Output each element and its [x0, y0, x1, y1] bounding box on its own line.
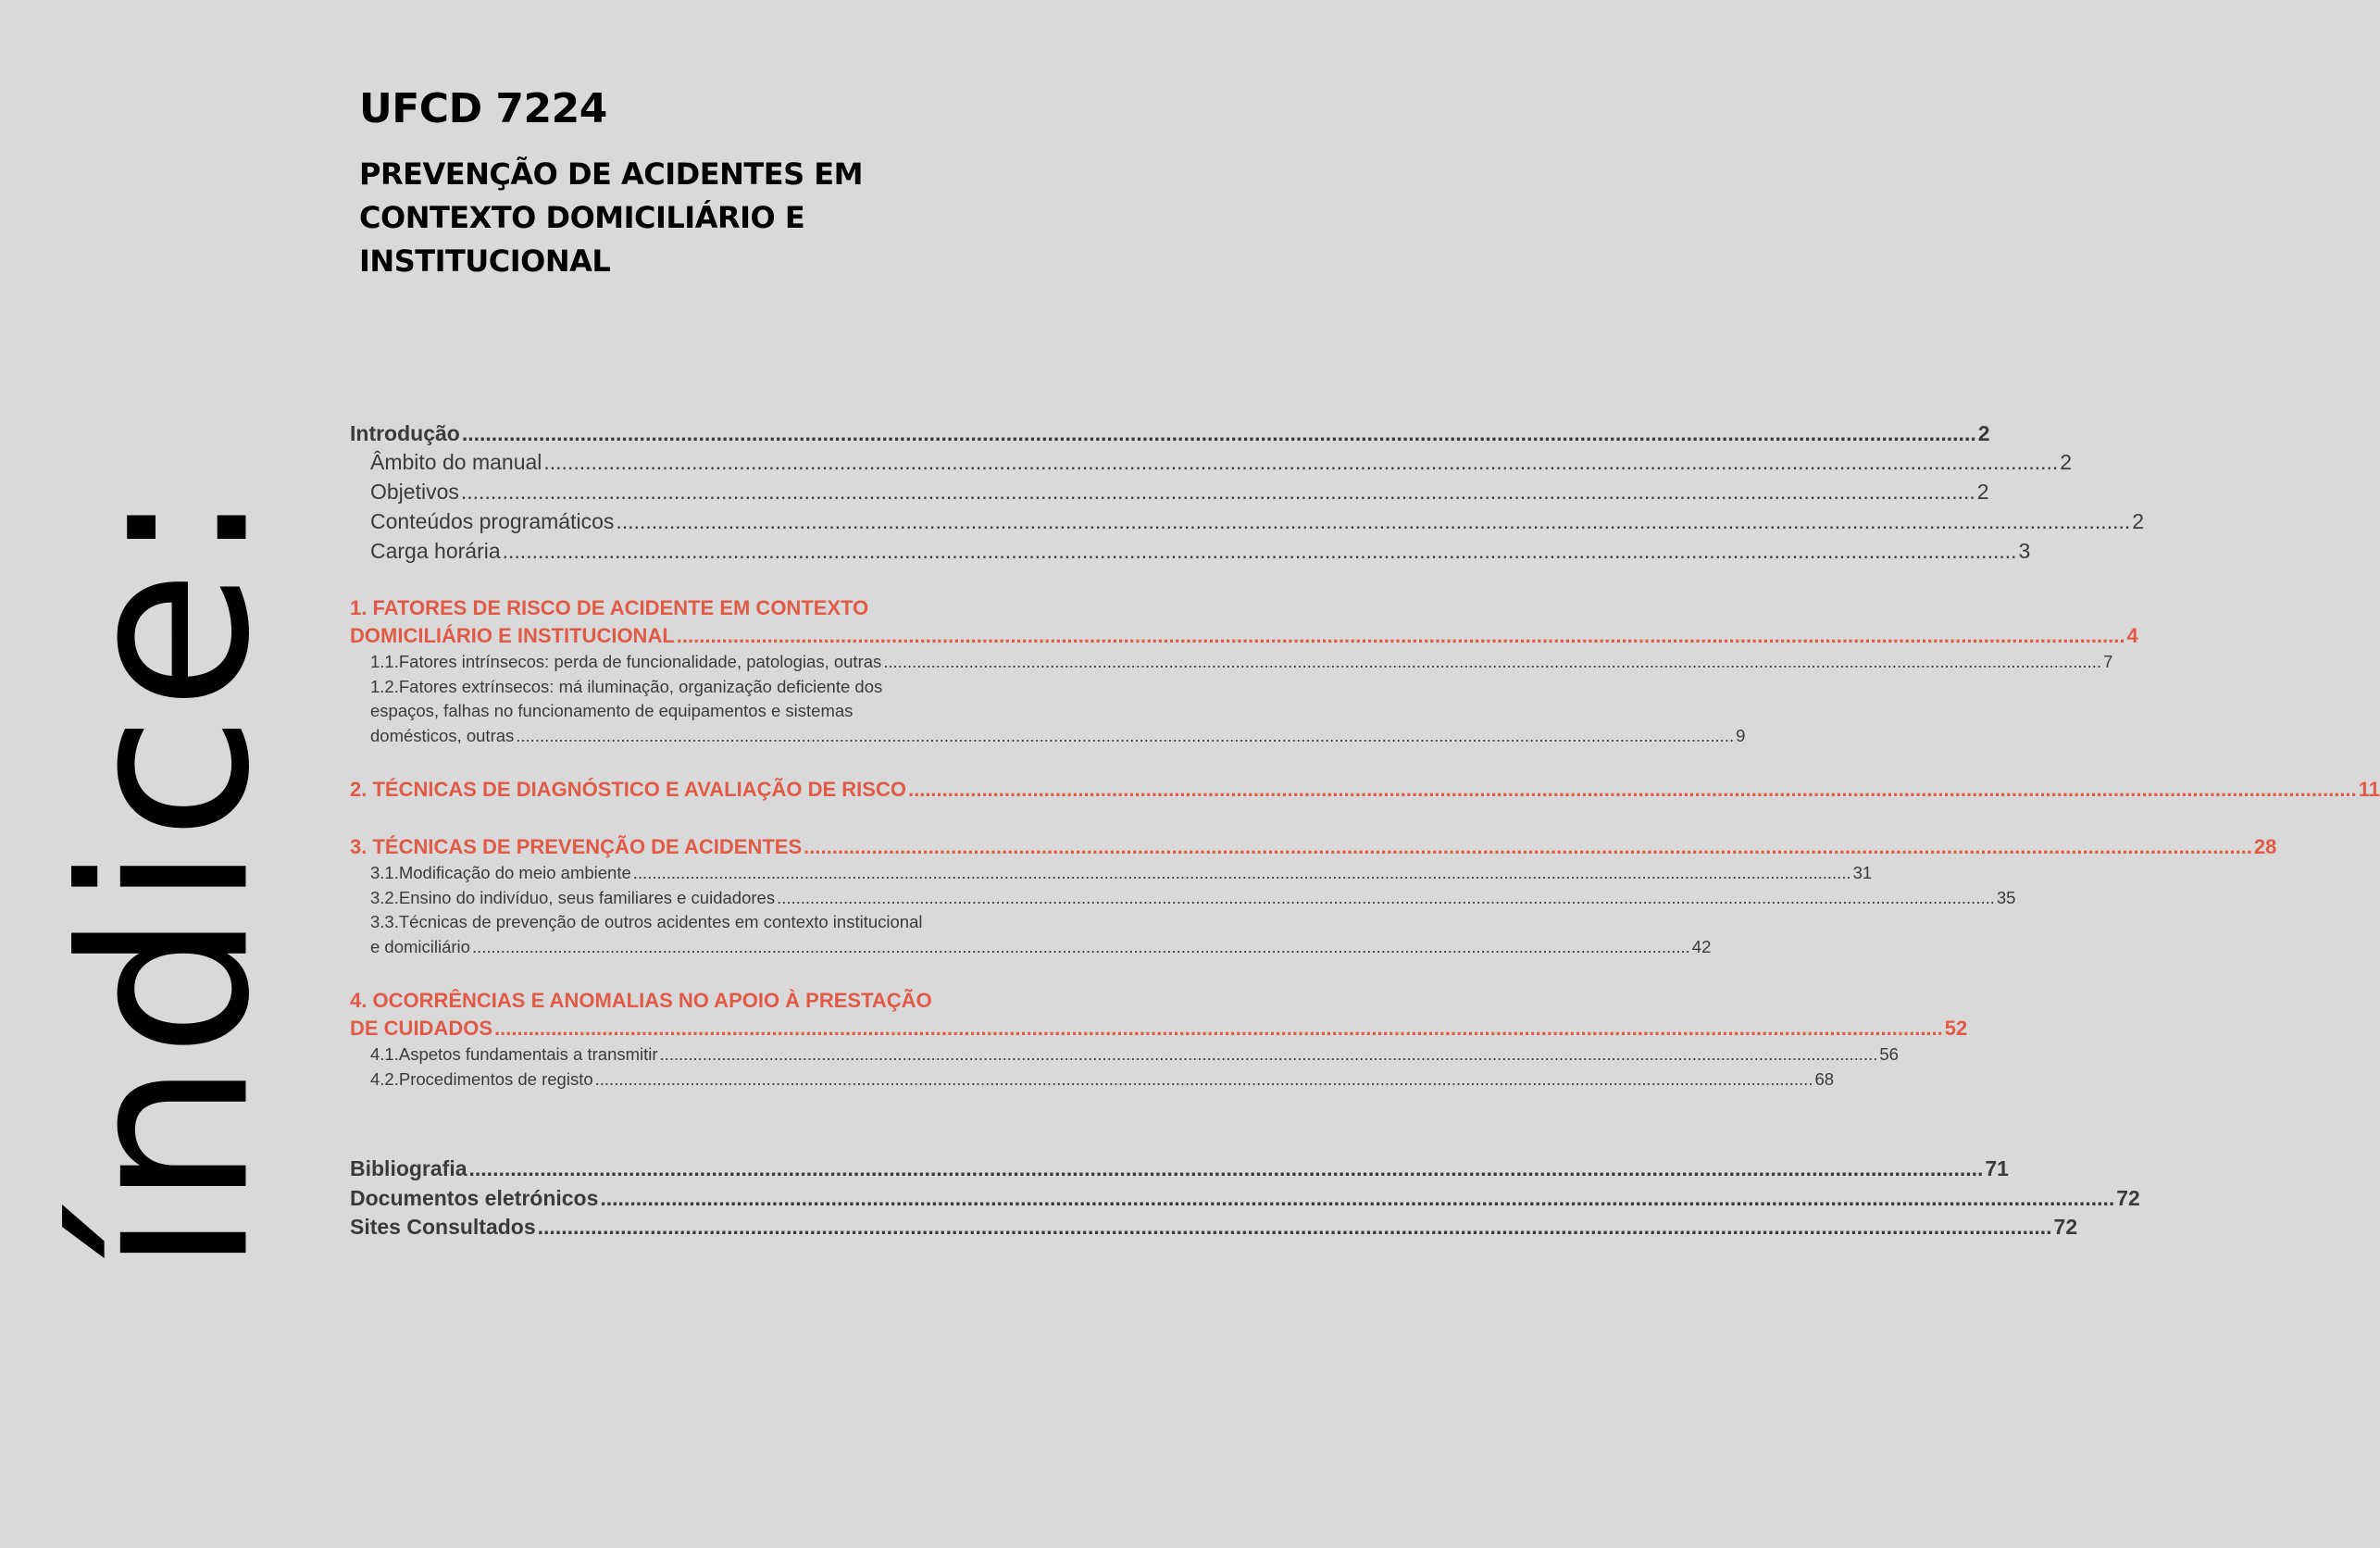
toc-entry-title-line: espaços, falhas no funcionamento de equipamentos e sistemas	[370, 701, 854, 720]
toc-entry-title: 3.1.Modificação do meio ambiente	[370, 863, 631, 882]
dot-leader	[538, 1215, 2052, 1240]
dot-leader	[908, 778, 2357, 802]
toc-entry-1-1[interactable]	[350, 652, 2113, 677]
dot-leader	[633, 863, 1851, 883]
toc-entry-title: 4.1.Aspetos fundamentais a transmitir	[370, 1044, 658, 1064]
toc-entry-objetivos[interactable]	[350, 480, 1989, 509]
toc-entry-page: 72	[2116, 1185, 2140, 1210]
toc-chapter-page: 4	[2126, 624, 2138, 647]
module-title-line: INSTITUCIONAL	[359, 243, 611, 279]
dot-leader	[503, 539, 2017, 564]
toc-chapter-title-line: 4. OCORRÊNCIAS E ANOMALIAS NO APOIO À PRESTAÇÃO	[350, 989, 932, 1012]
dot-leader	[469, 1156, 1984, 1181]
toc-entry-page: 31	[1852, 863, 1873, 882]
module-title-line: PREVENÇÃO DE ACIDENTES EM	[359, 156, 863, 192]
table-of-contents	[350, 421, 2380, 1244]
toc-entry-title-line: e domiciliário	[370, 936, 470, 956]
dot-leader	[543, 450, 2058, 475]
toc-entry-title-line: 3.3.Técnicas de prevenção de outros acidentes em contexto institucional	[370, 912, 923, 931]
dot-leader	[777, 888, 1995, 908]
toc-entry-page: 3	[2018, 539, 2031, 563]
toc-chapter-page: 11	[2358, 778, 2380, 801]
dot-leader	[660, 1044, 1878, 1065]
document-header	[359, 85, 1007, 283]
dot-leader	[595, 1069, 1813, 1090]
toc-entry-title-line: 1.2.Fatores extrínsecos: má iluminação, organização deficiente dos	[370, 676, 883, 696]
ufcd-code: UFCD 7224	[359, 85, 607, 132]
side-title-text: índice:	[33, 484, 301, 1275]
toc-entry-page: 2	[1977, 421, 1990, 445]
toc-chapter-page: 28	[2253, 835, 2277, 858]
dot-leader	[461, 480, 1975, 505]
toc-entry-title: Objetivos	[370, 480, 459, 504]
dot-leader	[616, 509, 2130, 534]
toc-entry-title: Carga horária	[370, 539, 501, 563]
toc-entry-page: 2	[2132, 509, 2145, 533]
dot-leader	[462, 421, 1976, 446]
toc-entry-page: 71	[1985, 1156, 2009, 1180]
toc-entry-documentos-eletronicos[interactable]	[350, 1185, 2140, 1216]
module-title-line: CONTEXTO DOMICILIÁRIO E	[359, 200, 805, 235]
dot-leader	[804, 835, 2252, 859]
toc-entry-carga-horaria[interactable]	[350, 539, 2031, 568]
module-title	[359, 153, 1007, 283]
toc-entry-page: 9	[1736, 725, 1746, 745]
toc-entry-title: 4.2.Procedimentos de registo	[370, 1068, 593, 1089]
dot-leader	[494, 1017, 1943, 1041]
toc-entry-3-2[interactable]	[350, 887, 2016, 913]
toc-chapter-3[interactable]	[350, 835, 2277, 863]
toc-entry-title: 1.1.Fatores intrínsecos: perda de funcionalidade, patologias, outras	[370, 652, 882, 671]
dot-leader	[516, 726, 1734, 746]
toc-entry-3-1[interactable]	[350, 863, 1873, 888]
toc-entry-page: 2	[1976, 480, 1989, 504]
toc-entry-1-2[interactable]	[350, 676, 1746, 751]
toc-entry-ambito[interactable]	[350, 450, 2073, 480]
toc-entry-title: Bibliografia	[350, 1156, 467, 1180]
toc-chapter-4[interactable]	[350, 989, 1968, 1044]
toc-entry-bibliografia[interactable]	[350, 1156, 2009, 1186]
toc-chapter-title-line: DOMICILIÁRIO E INSTITUCIONAL	[350, 624, 675, 647]
toc-entry-title: Introdução	[350, 421, 460, 445]
toc-entry-page: 2	[2060, 450, 2073, 474]
toc-entry-sites-consultados[interactable]	[350, 1215, 2078, 1244]
dot-leader	[472, 937, 1690, 957]
toc-entry-title: Âmbito do manual	[370, 450, 542, 474]
toc-chapter-title: 2. TÉCNICAS DE DIAGNÓSTICO E AVALIAÇÃO DE RISCO	[350, 778, 906, 801]
toc-entry-4-1[interactable]	[350, 1044, 1899, 1069]
toc-entry-page: 42	[1691, 936, 1712, 956]
toc-entry-page: 7	[2103, 652, 2113, 671]
toc-chapter-page: 52	[1944, 1017, 1968, 1040]
toc-entry-introducao[interactable]	[350, 421, 1990, 450]
toc-entry-page: 35	[1996, 887, 2016, 907]
toc-chapter-title: 3. TÉCNICAS DE PREVENÇÃO DE ACIDENTES	[350, 835, 803, 858]
toc-entry-conteudos[interactable]	[350, 509, 2145, 539]
side-title	[33, 484, 301, 1275]
toc-entry-page: 68	[1814, 1068, 1835, 1089]
dot-leader	[600, 1186, 2114, 1211]
toc-chapter-title-line: 1. FATORES DE RISCO DE ACIDENTE EM CONTEXTO	[350, 596, 869, 619]
toc-entry-title: 3.2.Ensino do indivíduo, seus familiares e cuidadores	[370, 887, 776, 907]
dot-leader	[883, 652, 2101, 672]
toc-entry-page: 56	[1879, 1044, 1899, 1064]
toc-entry-3-3[interactable]	[350, 912, 1712, 961]
toc-entry-title: Conteúdos programáticos	[370, 509, 615, 533]
toc-entry-title-line: domésticos, outras	[370, 725, 515, 745]
toc-chapter-1[interactable]	[350, 596, 2138, 652]
toc-chapter-2[interactable]	[350, 778, 2380, 805]
toc-entry-4-2[interactable]	[350, 1068, 1835, 1094]
toc-chapter-title-line: DE CUIDADOS	[350, 1017, 493, 1040]
toc-entry-title: Sites Consultados	[350, 1215, 536, 1239]
toc-entry-page: 72	[2053, 1215, 2078, 1239]
toc-entry-title: Documentos eletrónicos	[350, 1185, 599, 1210]
dot-leader	[677, 624, 2125, 648]
